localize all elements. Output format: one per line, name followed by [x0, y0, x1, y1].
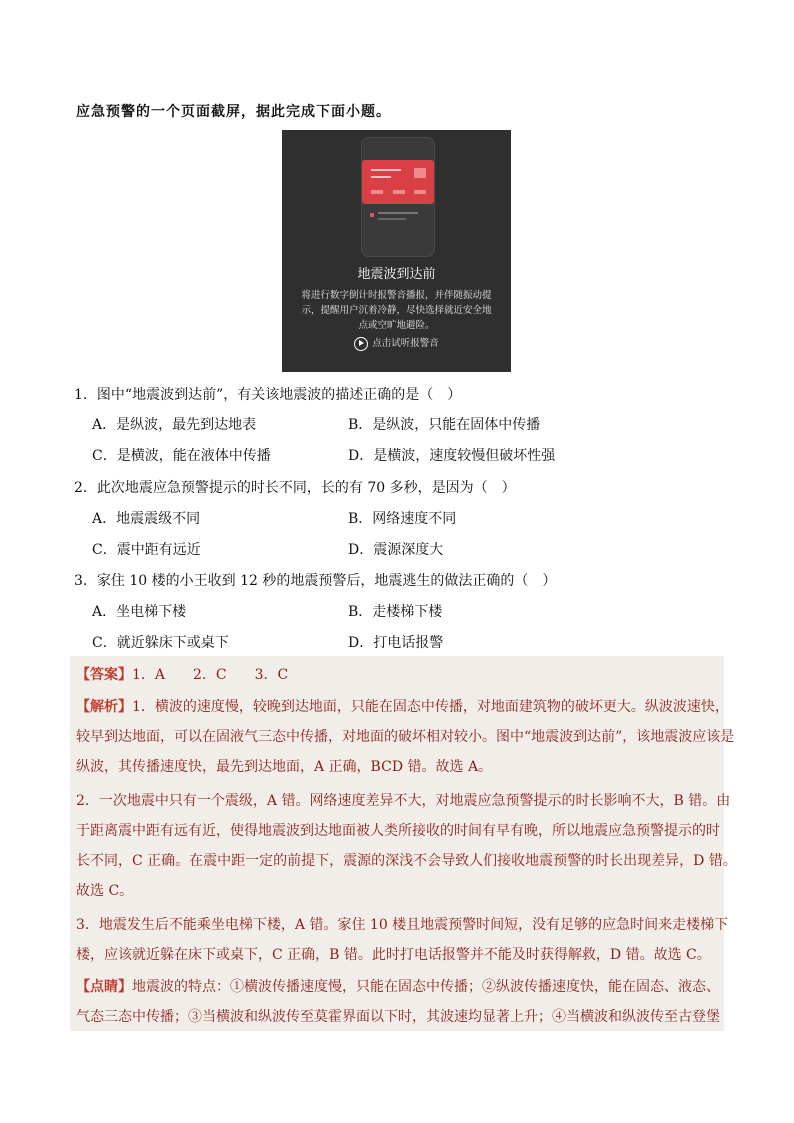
q2-option-b: B．网络速度不同 [348, 511, 457, 527]
q3-option-b: B．走楼梯下楼 [348, 604, 443, 620]
analysis-line: 纵波，其传播速度快，最先到达地面，A 正确，BCD 错。故选 A。 [76, 759, 493, 775]
question-2: 2．此次地震应急预警提示的时长不同，长的有 70 多秒，是因为（ ） [74, 480, 516, 496]
tip-line: 【点睛】地震波的特点：①横波传播速度慢，只能在固态中传播；②纵波传播速度快，能在固态、液态、 [76, 979, 720, 995]
figure-title: 地震波到达前 [357, 267, 436, 282]
figure-description: 将进行数字倒计时报警音播报，并伴随振动提 示，提醒用户沉着冷静，尽快选择就近安全地 点或空旷地避险。 [301, 290, 492, 331]
q1-option-d: D．是横波，速度较慢但破坏性强 [348, 448, 556, 464]
answer-analysis-panel [70, 656, 737, 1031]
analysis-line: 长不同，C 正确。在震中距一定的前提下，震源的深浅不会导致人们接收地震预警的时长出现差异，D 错。 [76, 853, 737, 869]
analysis-line: 楼，应该就近躲在床下或桌下，C 正确，B 错。此时打电话报警并不能及时获得解救，D 错。故选 C。 [76, 947, 711, 963]
analysis-line: 【解析】1．横波的速度慢，较晚到达地面，只能在固态中传播，对地面建筑物的破坏更大。纵波波速快， [76, 699, 729, 715]
q1-option-b: B．是纵波，只能在固体中传播 [348, 417, 541, 433]
q1-option-a: A．是纵波，最先到达地表 [92, 417, 257, 433]
play-icon[interactable] [354, 337, 368, 351]
tip-line: 气态三态中传播；③当横波和纵波传至莫霍界面以下时，其波速均显著上升；④当横波和纵波传至古登堡 [76, 1009, 720, 1025]
alert-card [362, 160, 434, 204]
play-audio-link[interactable]: 点击试听报警音 [282, 335, 511, 351]
phone-illustration [361, 137, 435, 257]
intro-text: 应急预警的一个页面截屏，据此完成下面小题。 [76, 104, 391, 120]
q3-option-a: A．坐电梯下楼 [92, 604, 187, 620]
q3-option-c: C．就近躲床下或桌下 [92, 635, 229, 651]
analysis-line: 2．一次地震中只有一个震级，A 错。网络速度差异不大，对地震应急预警提示的时长影响不大，B 错。由 [76, 793, 731, 809]
answer-line: 【答案】1．A 2．C 3．C [76, 667, 289, 683]
q2-option-c: C．震中距有远近 [92, 542, 201, 558]
analysis-line: 于距离震中距有远有近，使得地震波到达地面被人类所接收的时间有早有晚，所以地震应急预警提示的时 [76, 823, 720, 839]
warning-screenshot-figure [282, 130, 511, 372]
analysis-line: 故选 C。 [76, 883, 134, 899]
question-3: 3．家住 10 楼的小王收到 12 秒的地震预警后，地震逃生的做法正确的（ ） [74, 573, 557, 589]
q2-option-a: A．地震震级不同 [92, 511, 201, 527]
analysis-line: 较早到达地面，可以在固液气三态中传播，对地面的破坏相对较小。图中“地震波到达前”，该地震波应该是 [76, 729, 735, 745]
q3-option-d: D．打电话报警 [348, 635, 444, 651]
warning-row [370, 210, 428, 224]
question-1: 1．图中“地震波到达前”，有关该地震波的描述正确的是（ ） [74, 387, 462, 403]
q1-option-c: C．是横波，能在液体中传播 [92, 448, 271, 464]
analysis-line: 3．地震发生后不能乘坐电梯下楼，A 错。家住 10 楼且地震预警时间短，没有足够的应急时间来走楼梯下 [76, 917, 729, 933]
q2-option-d: D．震源深度大 [348, 542, 444, 558]
